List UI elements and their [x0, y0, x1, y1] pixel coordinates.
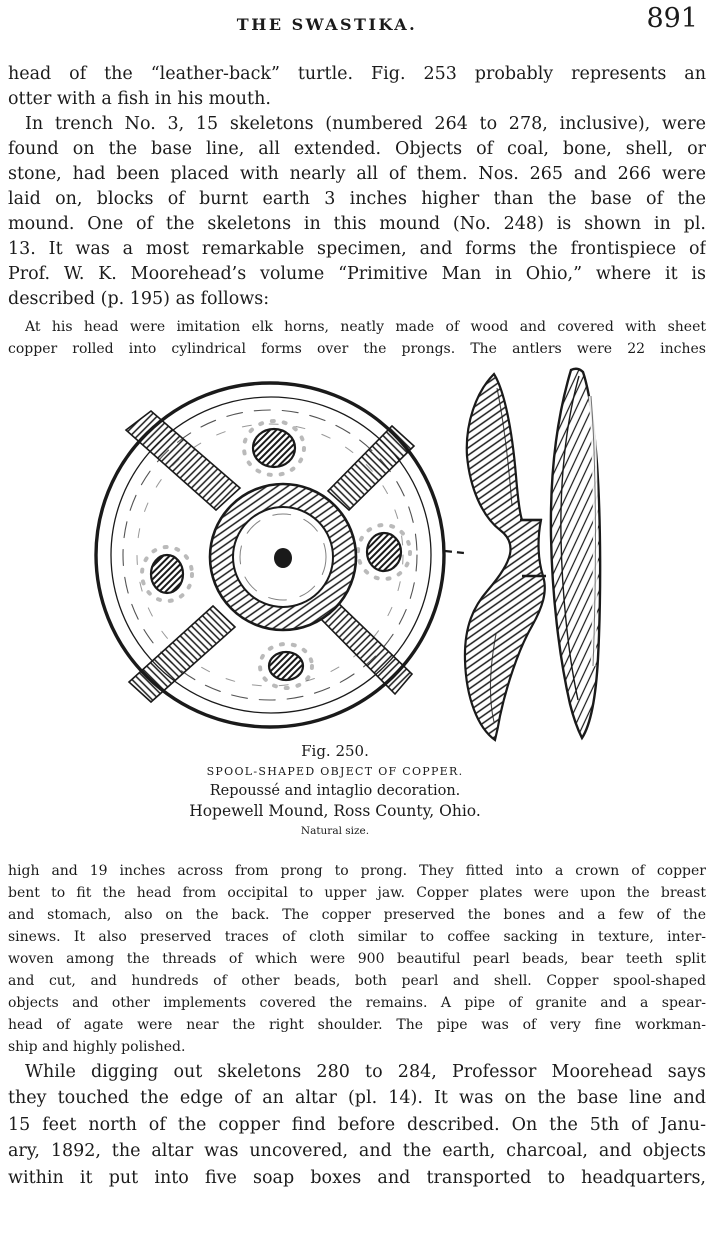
figure-scale-note: Natural size.: [300, 825, 370, 837]
text-line: Prof. W. K. Moorehead’s volume “Primitive Man in Ohio,” where it is: [8, 264, 706, 284]
text-line: sinews. It also preserved traces of cloth similar to coffee sacking in texture, inter-: [8, 929, 706, 945]
text-line: bent to fit the head from occipital to upper jaw. Copper plates were upon the breast: [8, 885, 706, 901]
text-line: and stomach, also on the back. The copper preserved the bones and a few of the: [8, 907, 706, 923]
text-line: they touched the edge of an altar (pl. 14). It was on the base line and: [8, 1088, 706, 1109]
text-line: In trench No. 3, 15 skeletons (numbered 264 to 278, inclusive), were: [25, 114, 706, 134]
text-line: found on the base line, all extended. Objects of coal, bone, shell, or: [8, 139, 706, 159]
figure-250-illustration: [8, 366, 724, 742]
text-line: copper rolled into cylindrical forms over the prongs. The antlers were 22 inches: [8, 341, 706, 357]
text-line: laid on, blocks of burnt earth 3 inches higher than the base of the: [8, 189, 706, 209]
text-line: stone, had been placed with nearly all of them. Nos. 265 and 266 were: [8, 164, 706, 184]
figure-label: Fig. 250.: [301, 742, 369, 760]
text-line: 15 feet north of the copper find before described. On the 5th of Janu-: [8, 1114, 706, 1135]
text-line: mound. One of the skeletons in this mound (No. 248) is shown in pl.: [8, 214, 706, 234]
text-line: objects and other implements covered the remains. A pipe of granite and a spear-: [8, 995, 706, 1011]
quoted-block-2: [8, 860, 706, 1058]
text-line: head of agate were near the right shoulder. The pipe was of very fine workman-: [8, 1017, 706, 1033]
quoted-block-1: [8, 316, 706, 360]
figure-250: [8, 366, 706, 742]
side-profile-view: [465, 369, 600, 740]
disk-front-view: [96, 383, 444, 727]
text-line: described (p. 195) as follows:: [8, 289, 270, 309]
page-header: [0, 0, 724, 48]
text-line: ship and highly polished.: [8, 1039, 186, 1055]
text-line: woven among the threads of which were 900 beautiful pearl beads, bear teeth split: [8, 951, 706, 967]
figure-provenance: Hopewell Mound, Ross County, Ohio.: [189, 802, 481, 820]
text-line: While digging out skeletons 280 to 284, Professor Moorehead says: [25, 1062, 706, 1082]
paragraph-1: [8, 62, 706, 112]
text-line: 13. It was a most remarkable specimen, and forms the frontispiece of: [8, 239, 706, 259]
text-line: high and 19 inches across from prong to prong. They fitted into a crown of copper: [8, 863, 706, 879]
paragraph-3: [8, 1059, 706, 1191]
text-line: At his head were imitation elk horns, neatly made of wood and covered with sheet: [25, 319, 706, 335]
figure-title: SPOOL-SHAPED OBJECT OF COPPER.: [206, 765, 464, 778]
connector-dashed-line: [445, 551, 464, 553]
text-line: within it put into five soap boxes and transported to headquarters,: [8, 1167, 706, 1188]
running-title: THE SWASTIKA.: [236, 15, 418, 34]
figure-250-caption: [8, 742, 662, 838]
text-line: and cut, and hundreds of other beads, both pearl and shell. Copper spool-shaped: [8, 973, 706, 989]
page-number: 891: [646, 3, 698, 34]
text-line: head of the “leather-back” turtle. Fig. 253 probably represents an: [8, 64, 706, 84]
figure-subtitle: Repoussé and intaglio decoration.: [209, 783, 461, 799]
text-line: otter with a fish in his mouth.: [8, 89, 271, 109]
text-line: ary, 1892, the altar was uncovered, and the earth, charcoal, and objects: [8, 1141, 706, 1162]
paragraph-2: [8, 112, 706, 312]
center-perforation: [274, 548, 292, 568]
page-body: [0, 62, 724, 1191]
central-boss: [210, 484, 356, 630]
